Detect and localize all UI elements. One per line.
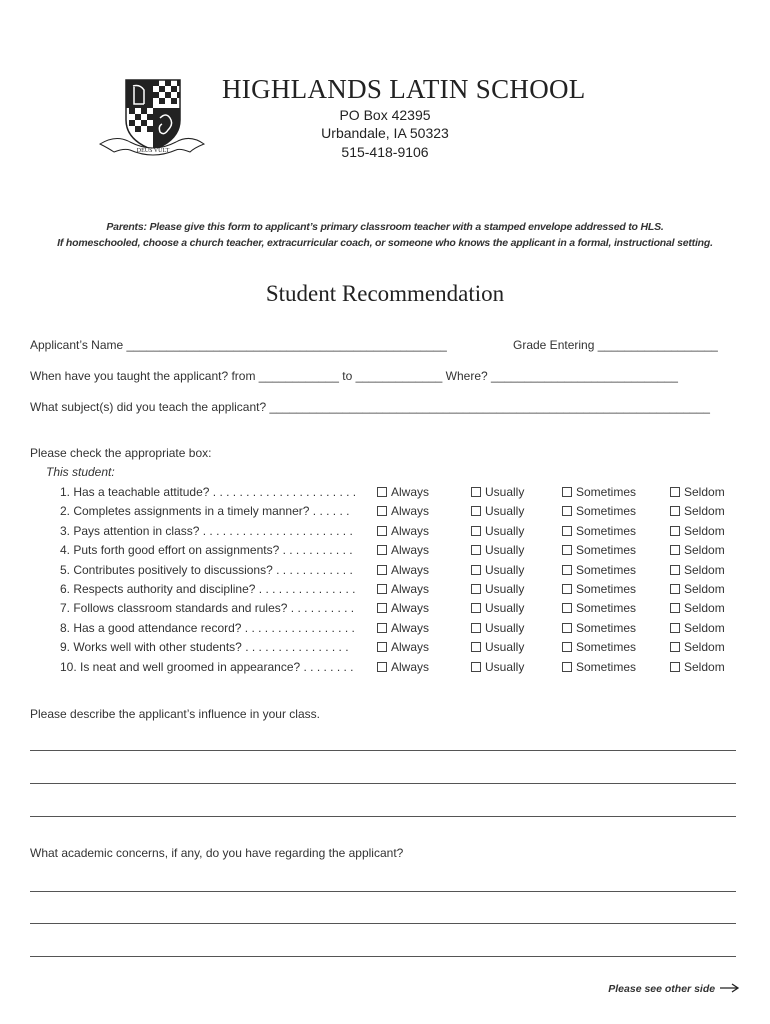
- option-label: Sometimes: [576, 659, 637, 674]
- checklist-question: 8. Has a good attendance record? . . . . . . . . . . . . . . . . .: [60, 620, 355, 635]
- checkbox-icon[interactable]: [377, 623, 387, 633]
- checkbox-icon[interactable]: [471, 623, 481, 633]
- checklist-row: [60, 524, 740, 540]
- option-sometimes-checkbox[interactable]: [562, 504, 636, 518]
- option-label: Seldom: [684, 562, 725, 577]
- option-label: Usually: [485, 504, 525, 519]
- checkbox-icon[interactable]: [471, 603, 481, 613]
- option-always-checkbox[interactable]: [377, 582, 429, 596]
- checkbox-icon[interactable]: [377, 603, 387, 613]
- option-always-checkbox[interactable]: [377, 563, 429, 577]
- checklist-row: [60, 621, 740, 637]
- option-sometimes-checkbox[interactable]: [562, 660, 636, 674]
- option-sometimes-checkbox[interactable]: [562, 485, 636, 499]
- checkbox-icon[interactable]: [562, 623, 572, 633]
- concerns-answer-line[interactable]: [30, 923, 736, 924]
- checklist-question: 5. Contributes positively to discussions? . . . . . . . . . . . .: [60, 562, 353, 577]
- checkbox-icon[interactable]: [562, 662, 572, 672]
- taught-when-field[interactable]: When have you taught the applicant? from ____________ to _____________ Where? ____________________________: [30, 369, 678, 383]
- option-label: Usually: [485, 620, 525, 635]
- checkbox-icon[interactable]: [670, 642, 680, 652]
- option-label: Sometimes: [576, 504, 637, 519]
- influence-answer-line[interactable]: [30, 750, 736, 751]
- checkbox-icon[interactable]: [562, 487, 572, 497]
- option-usually-checkbox[interactable]: [471, 621, 524, 635]
- option-label: Seldom: [684, 659, 725, 674]
- option-usually-checkbox[interactable]: [471, 660, 524, 674]
- notice-line-1: Parents: Please give this form to applicant’s primary classroom teacher with a stamped envelope addressed to HLS.: [106, 221, 664, 233]
- checkbox-icon[interactable]: [670, 603, 680, 613]
- option-label: Sometimes: [576, 562, 637, 577]
- option-label: Seldom: [684, 504, 725, 519]
- checklist-row: [60, 640, 740, 656]
- checkbox-icon[interactable]: [562, 545, 572, 555]
- checkbox-icon[interactable]: [670, 565, 680, 575]
- checklist-question: 4. Puts forth good effort on assignments? . . . . . . . . . . .: [60, 543, 353, 558]
- checklist-question: 7. Follows classroom standards and rules? . . . . . . . . . .: [60, 601, 355, 616]
- checkbox-icon[interactable]: [471, 565, 481, 575]
- option-usually-checkbox[interactable]: [471, 582, 524, 596]
- checkbox-icon[interactable]: [471, 526, 481, 536]
- option-sometimes-checkbox[interactable]: [562, 601, 636, 615]
- option-label: Usually: [485, 601, 525, 616]
- option-label: Sometimes: [576, 523, 637, 538]
- option-sometimes-checkbox[interactable]: [562, 524, 636, 538]
- option-label: Always: [391, 640, 430, 655]
- checklist-question: 6. Respects authority and discipline? . . . . . . . . . . . . . . .: [60, 582, 356, 596]
- option-label: Seldom: [684, 640, 725, 655]
- option-always-checkbox[interactable]: [377, 504, 429, 518]
- option-always-checkbox[interactable]: [377, 640, 429, 654]
- checklist-row: [60, 660, 740, 676]
- form-title: Student Recommendation: [265, 281, 505, 306]
- checklist-subhead: This student:: [46, 465, 115, 479]
- option-seldom-checkbox[interactable]: [670, 601, 725, 615]
- checkbox-icon[interactable]: [562, 526, 572, 536]
- checkbox-icon[interactable]: [562, 584, 572, 594]
- checkbox-icon[interactable]: [471, 487, 481, 497]
- option-sometimes-checkbox[interactable]: [562, 582, 636, 596]
- checkbox-icon[interactable]: [377, 584, 387, 594]
- influence-answer-line[interactable]: [30, 816, 736, 817]
- see-other-side-note: [608, 983, 740, 995]
- option-seldom-checkbox[interactable]: [670, 640, 725, 654]
- option-label: Seldom: [684, 620, 725, 635]
- checklist-row: [60, 601, 740, 617]
- option-label: Always: [391, 523, 430, 538]
- option-label: Seldom: [684, 582, 725, 596]
- checkbox-icon[interactable]: [377, 526, 387, 536]
- option-label: Always: [391, 504, 430, 519]
- school-name: HIGHLANDS LATIN SCHOOL: [222, 74, 586, 104]
- option-seldom-checkbox[interactable]: [670, 524, 725, 538]
- option-usually-checkbox[interactable]: [471, 640, 524, 654]
- option-label: Usually: [485, 523, 525, 538]
- checkbox-icon[interactable]: [377, 565, 387, 575]
- option-seldom-checkbox[interactable]: [670, 621, 725, 635]
- checkbox-icon[interactable]: [471, 642, 481, 652]
- option-label: Always: [391, 620, 430, 635]
- notice-line-2: If homeschooled, choose a church teacher, extracurricular coach, or someone who knows the applicant in a formal, instructional setting.: [57, 237, 713, 249]
- option-seldom-checkbox[interactable]: [670, 563, 725, 577]
- option-label: Sometimes: [576, 543, 637, 558]
- see-other-side-text: Please see other side: [608, 983, 716, 995]
- applicant-name-field[interactable]: Applicant’s Name ________________________________________________: [30, 338, 447, 352]
- concerns-prompt: What academic concerns, if any, do you have regarding the applicant?: [30, 846, 404, 860]
- option-seldom-checkbox[interactable]: [670, 660, 725, 674]
- option-label: Always: [391, 601, 430, 616]
- checkbox-icon[interactable]: [670, 662, 680, 672]
- option-sometimes-checkbox[interactable]: [562, 640, 636, 654]
- checkbox-icon[interactable]: [377, 642, 387, 652]
- option-label: Always: [391, 485, 430, 499]
- option-label: Usually: [485, 543, 525, 558]
- option-sometimes-checkbox[interactable]: [562, 563, 636, 577]
- option-usually-checkbox[interactable]: [471, 563, 524, 577]
- option-label: Seldom: [684, 523, 725, 538]
- option-label: Sometimes: [576, 582, 637, 596]
- option-label: Always: [391, 562, 430, 577]
- checklist-question: 9. Works well with other students? . . . . . . . . . . . . . . . .: [60, 640, 349, 655]
- option-label: Sometimes: [576, 601, 637, 616]
- checklist-row: [60, 543, 740, 559]
- checklist-row: [60, 582, 740, 598]
- option-label: Sometimes: [576, 620, 637, 635]
- checkbox-icon[interactable]: [377, 506, 387, 516]
- checklist-question: 1. Has a teachable attitude? . . . . . . . . . . . . . . . . . . . . . .: [60, 485, 357, 499]
- phone-number: 515-418-9106: [341, 144, 429, 160]
- arrow-right-icon: [720, 983, 740, 993]
- checklist-row: [60, 504, 740, 520]
- option-sometimes-checkbox[interactable]: [562, 543, 636, 557]
- concerns-answer-line[interactable]: [30, 956, 736, 957]
- option-seldom-checkbox[interactable]: [670, 543, 725, 557]
- grade-entering-field[interactable]: Grade Entering __________________: [513, 338, 718, 352]
- option-label: Seldom: [684, 485, 725, 499]
- option-always-checkbox[interactable]: [377, 485, 429, 499]
- option-label: Always: [391, 582, 430, 596]
- option-label: Usually: [485, 659, 525, 674]
- checkbox-icon[interactable]: [471, 662, 481, 672]
- concerns-answer-line[interactable]: [30, 891, 736, 892]
- checkbox-icon[interactable]: [670, 623, 680, 633]
- checkbox-icon[interactable]: [377, 487, 387, 497]
- logo-motto: DEUS VULT: [136, 148, 170, 154]
- option-label: Sometimes: [576, 640, 637, 655]
- checklist-question: 2. Completes assignments in a timely manner? . . . . . .: [60, 504, 350, 519]
- option-label: Usually: [485, 640, 525, 655]
- checklist-row: [60, 485, 740, 501]
- option-label: Usually: [485, 562, 525, 577]
- checkbox-icon[interactable]: [670, 487, 680, 497]
- option-label: Usually: [485, 485, 525, 499]
- option-label: Seldom: [684, 601, 725, 616]
- checkbox-icon[interactable]: [670, 506, 680, 516]
- checkbox-icon[interactable]: [471, 584, 481, 594]
- option-seldom-checkbox[interactable]: [670, 582, 725, 596]
- checkbox-icon[interactable]: [562, 506, 572, 516]
- option-label: Seldom: [684, 543, 725, 558]
- option-usually-checkbox[interactable]: [471, 524, 524, 538]
- influence-answer-line[interactable]: [30, 783, 736, 784]
- school-crest-logo: [96, 78, 208, 160]
- checkbox-icon[interactable]: [562, 642, 572, 652]
- influence-prompt: Please describe the applicant’s influence in your class.: [30, 707, 320, 721]
- option-always-checkbox[interactable]: [377, 660, 429, 674]
- option-label: Always: [391, 659, 430, 674]
- option-always-checkbox[interactable]: [377, 601, 429, 615]
- address-line-1: PO Box 42395: [339, 107, 431, 123]
- option-label: Usually: [485, 582, 525, 596]
- checkbox-icon[interactable]: [377, 662, 387, 672]
- checkbox-icon[interactable]: [670, 584, 680, 594]
- address-line-2: Urbandale, IA 50323: [321, 125, 449, 141]
- checkbox-icon[interactable]: [670, 526, 680, 536]
- option-label: Sometimes: [576, 485, 637, 499]
- option-seldom-checkbox[interactable]: [670, 504, 725, 518]
- checkbox-icon[interactable]: [471, 506, 481, 516]
- checkbox-icon[interactable]: [670, 545, 680, 555]
- checkbox-icon[interactable]: [562, 603, 572, 613]
- checkbox-icon[interactable]: [562, 565, 572, 575]
- option-sometimes-checkbox[interactable]: [562, 621, 636, 635]
- subjects-field[interactable]: What subject(s) did you teach the applicant? __________________________________________________________________: [30, 400, 710, 414]
- checklist-question: 10. Is neat and well groomed in appearance? . . . . . . . .: [60, 659, 354, 674]
- checklist-row: [60, 563, 740, 579]
- option-usually-checkbox[interactable]: [471, 601, 524, 615]
- option-usually-checkbox[interactable]: [471, 485, 524, 499]
- option-seldom-checkbox[interactable]: [670, 485, 725, 499]
- checklist-question: 3. Pays attention in class? . . . . . . . . . . . . . . . . . . . . . . .: [60, 523, 353, 538]
- checkbox-icon[interactable]: [377, 545, 387, 555]
- option-label: Always: [391, 543, 430, 558]
- option-usually-checkbox[interactable]: [471, 504, 524, 518]
- option-always-checkbox[interactable]: [377, 524, 429, 538]
- option-usually-checkbox[interactable]: [471, 543, 524, 557]
- option-always-checkbox[interactable]: [377, 543, 429, 557]
- checklist-instruction: Please check the appropriate box:: [30, 446, 212, 460]
- option-always-checkbox[interactable]: [377, 621, 429, 635]
- checkbox-icon[interactable]: [471, 545, 481, 555]
